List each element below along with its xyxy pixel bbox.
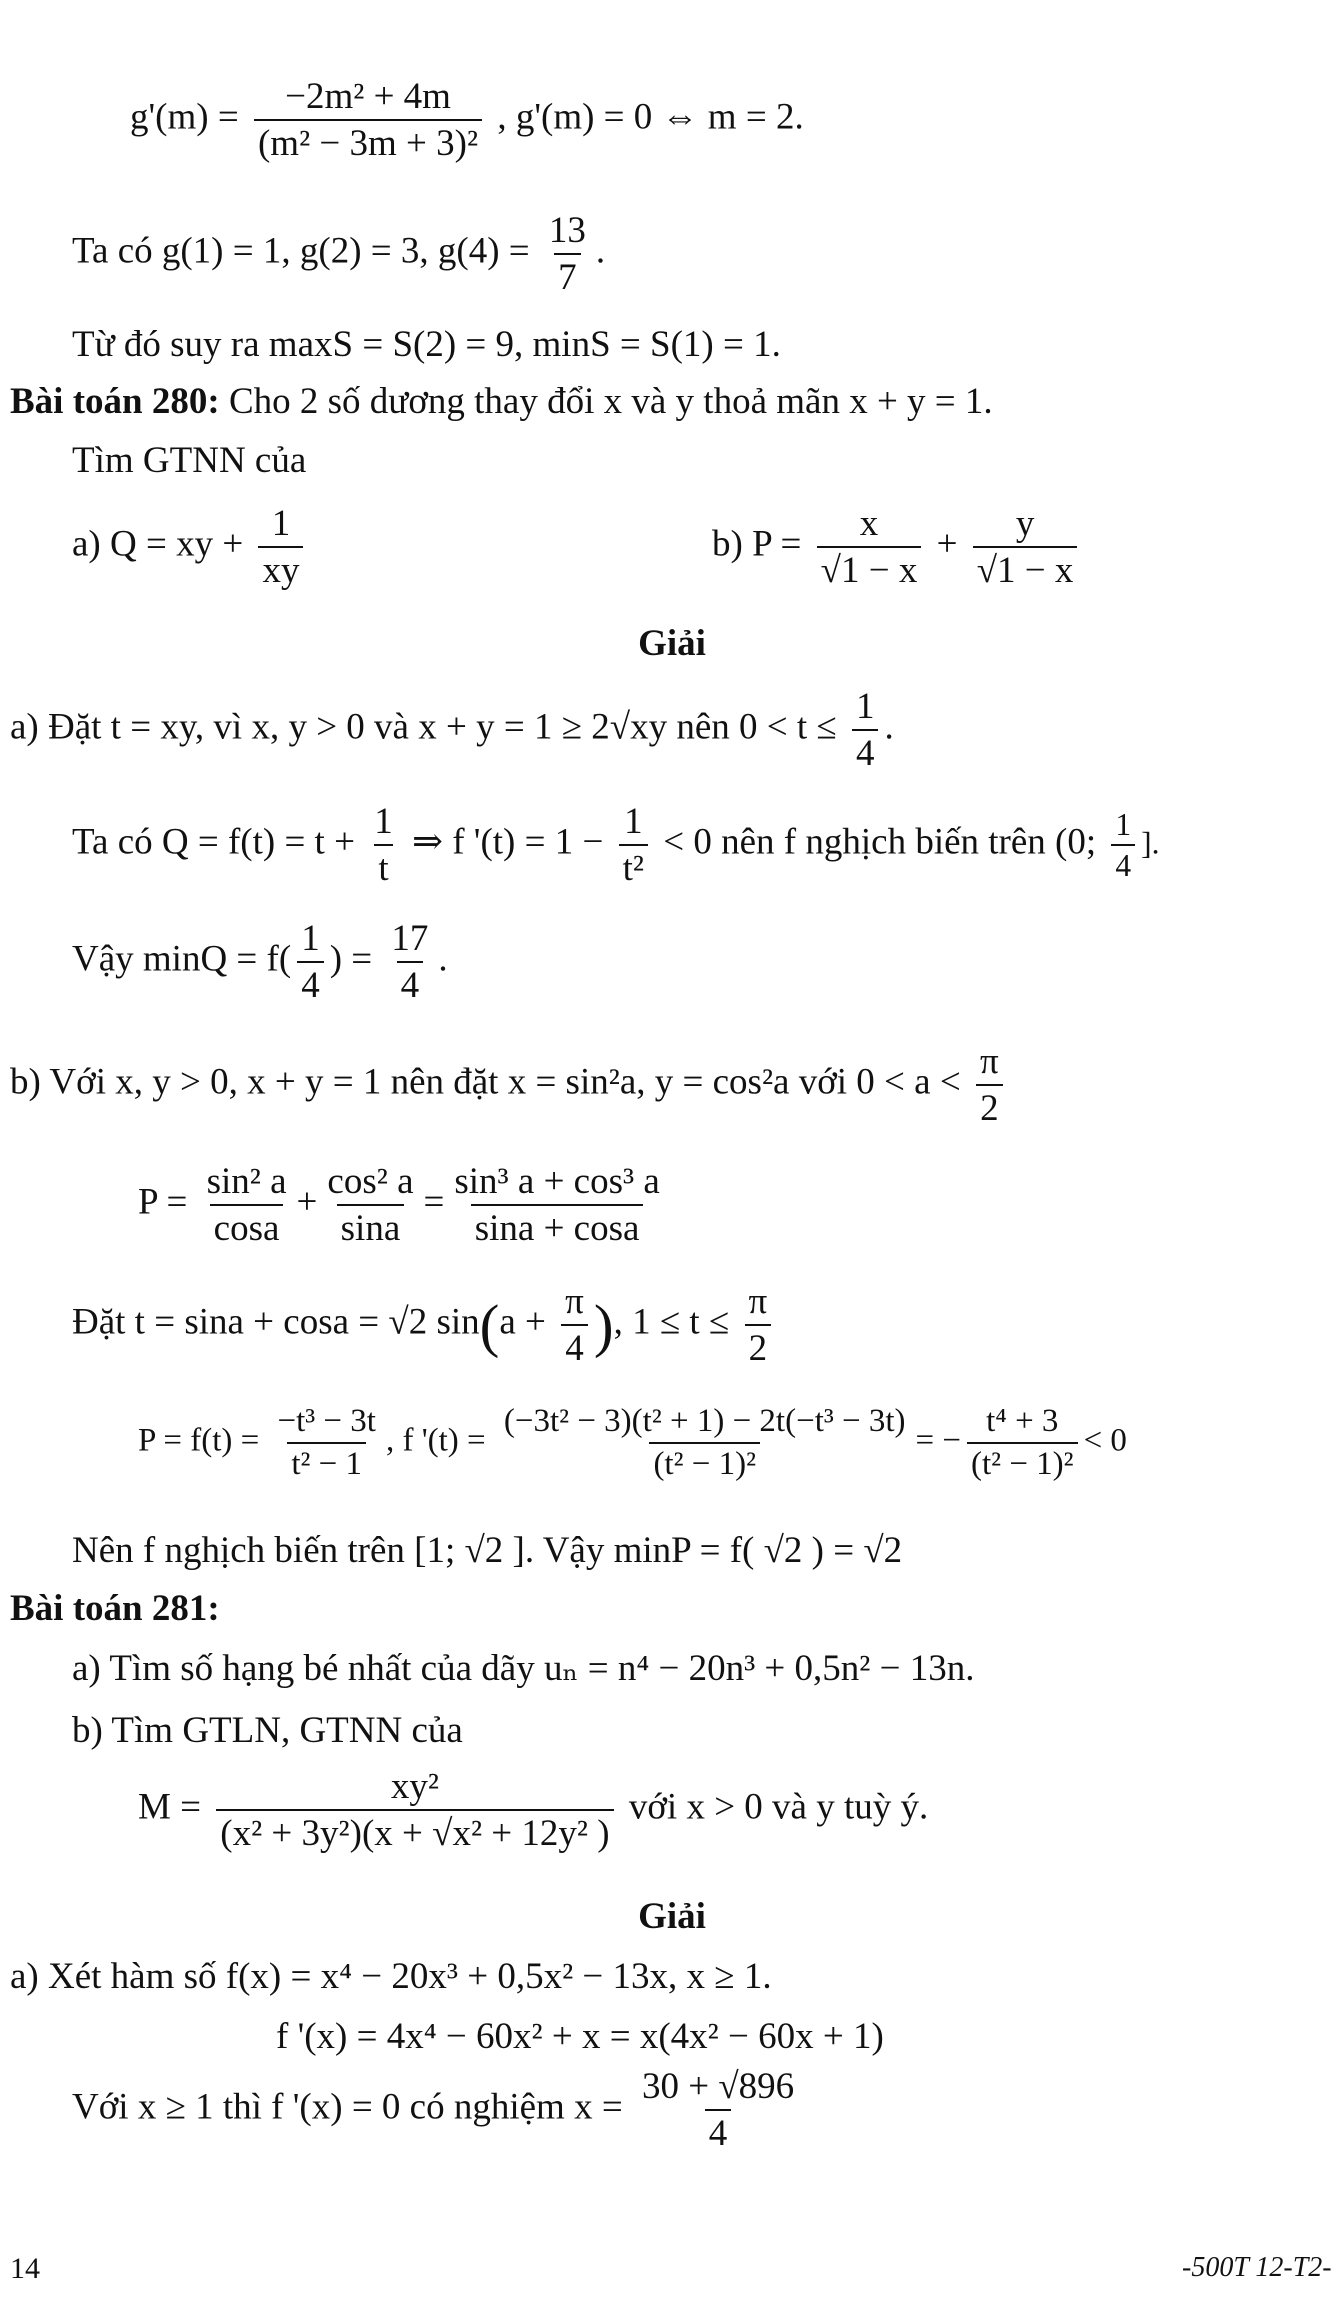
p-plus: +: [936, 523, 958, 565]
q-expression: [72, 505, 309, 589]
gprime-lhs: g'(m) =: [130, 96, 239, 138]
sol-a-line-1-text: a) Đặt t = xy, vì x, y > 0 và x + y = 1 ≥ 2√xy nên 0 < t ≤: [10, 706, 837, 748]
sol-b-line-2-den-2: sina: [337, 1204, 405, 1247]
problem-281-b: b) Tìm GTLN, GTNN của: [72, 1710, 463, 1751]
sol-b-line-4-eq: = −: [915, 1422, 962, 1459]
sol-b-line-2-frac-2: [323, 1163, 417, 1247]
sol-b-line-2-frac-3: [450, 1163, 663, 1247]
sol-b-line-4-num-3: t⁴ + 3: [986, 1403, 1059, 1439]
gprime-den: (m² − 3m + 3)²: [254, 119, 482, 162]
sol-a-line-3-text: Vậy minQ = f(: [72, 938, 292, 980]
sol-b-line-1-num: π: [979, 1041, 999, 1082]
m-den: (x² + 3y²)(x + √x² + 12y² ): [216, 1809, 613, 1852]
sol-b-line-4: [138, 1405, 1127, 1481]
sol-b-line-2-p: P =: [138, 1181, 188, 1223]
sol-b-line-1-text: b) Với x, y > 0, x + y = 1 nên đặt x = sin²a, y = cos²a với 0 < a <: [10, 1061, 961, 1103]
sol-b-line-2-frac-1: [203, 1163, 291, 1247]
sol-a-line-2-num-3: 1: [1115, 806, 1132, 842]
sol-b-line-1-fraction: [976, 1043, 1003, 1127]
sol-a-line-2-frac-1: [370, 803, 397, 887]
sol-a-line-3: Vậy minQ = f( $\frac{1}{4}$ ) = $\frac{17}{4}$ .: [72, 918, 448, 1006]
sol-b-line-3-inner-den: 4: [561, 1324, 588, 1367]
problem-280-text: Cho 2 số dương thay đổi x và y thoả mãn x + y = 1.: [228, 381, 993, 422]
sol-a-line-3-num-2: 17: [391, 918, 429, 959]
sol-a-line-1-fraction: [852, 688, 879, 772]
sol-a-line-2-den-1: t: [374, 844, 392, 887]
m-num: xy²: [390, 1766, 439, 1807]
sol-a-line-3-num-1: 1: [301, 918, 320, 959]
ta-co-g-text: Ta có g(1) = 1, g(2) = 3, g(4) =: [72, 230, 530, 272]
p-fraction-1: [817, 505, 922, 589]
tu-do-line: Từ đó suy ra maxS = S(2) = 9, minS = S(1) = 1.: [72, 324, 781, 365]
giai-heading-2: Giải: [638, 1896, 706, 1937]
sol-b-line-4-frac-1: [274, 1405, 380, 1481]
sol-a-line-2-frac-2: [619, 803, 648, 887]
problem-281-a: a) Tìm số hạng bé nhất của dãy uₙ = n⁴ − 20n³ + 0,5n² − 13n.: [72, 1648, 975, 1689]
sol-b-line-3-text: Đặt t = sina + cosa = √2 sin: [72, 1301, 480, 1343]
sol-b-line-4-den-1: t² − 1: [287, 1442, 366, 1481]
m-expression: [138, 1768, 928, 1852]
sol-b-line-4-frac-2: [500, 1405, 910, 1481]
gprime-fraction: [254, 78, 482, 162]
p-num-1: x: [859, 503, 879, 544]
sol-a-line-1-num: 1: [855, 686, 875, 727]
sol-b-line-2: P = $\frac{\text{sin² a}}{\cos a}$ + $\frac{\text{cos² a}}{\sin a}$ = $\frac{\text{sin³ a + cos³ a}}{\sin a + \cos a}$: [138, 1163, 670, 1247]
sol-a-line-2-text: Ta có Q = f(t) = t +: [72, 821, 355, 863]
ta-co-g-line: Ta có g(1) = 1, g(2) = 3, g(4) = $\frac{13}{7}$ .: [72, 210, 606, 298]
ta-co-g-fraction: [545, 212, 590, 296]
sol-a-line-2-num-2: 1: [624, 801, 643, 842]
p-den-1: √1 − x: [817, 546, 922, 589]
m-lhs: M =: [138, 1786, 202, 1828]
left-paren: (: [479, 1292, 500, 1359]
sol-b-line-1-den: 2: [976, 1084, 1003, 1127]
sol-281-a-line-3-frac: [638, 2068, 798, 2152]
m-fraction: [216, 1768, 613, 1852]
sol-b-line-2-num-2: cos² a: [327, 1161, 414, 1202]
sol-b-line-3-inner: a +: [499, 1301, 546, 1343]
sol-a-line-2-num-1: 1: [374, 801, 393, 842]
sol-281-a-line-3-den: 4: [705, 2109, 732, 2152]
sol-a-line-3-mid: ) =: [329, 938, 373, 980]
footer-code: -500T 12-T2-: [1182, 2252, 1332, 2283]
m-tail: với x > 0 và y tuỳ ý.: [628, 1786, 929, 1828]
q-num: 1: [271, 503, 291, 544]
p-expression: [712, 505, 1083, 589]
problem-280-title: Bài toán 280:: [10, 381, 220, 422]
sol-b-line-3-inner-frac: [561, 1283, 588, 1367]
sol-b-line-3: [72, 1283, 777, 1367]
q-label: a) Q = xy +: [72, 523, 244, 565]
gprime-num: −2m² + 4m: [285, 76, 451, 117]
sol-a-line-2-tail: < 0 nên f nghịch biến trên (0;: [663, 821, 1097, 863]
sol-b-line-4-num-1: −t³ − 3t: [277, 1403, 376, 1439]
p-fraction-2: [973, 505, 1078, 589]
sol-b-line-1: [10, 1043, 1009, 1127]
gprime-rhs: , g'(m) = 0 ⇔ m = 2.: [497, 96, 804, 138]
sol-b-line-4-den-2: (t² − 1)²: [649, 1442, 760, 1481]
sol-b-line-4-mid: , f '(t) =: [385, 1422, 486, 1459]
sol-b-line-3-tail: , 1 ≤ t ≤: [613, 1301, 730, 1343]
gprime-line: [130, 78, 804, 162]
sol-b-line-3-num: π: [748, 1281, 768, 1322]
page-number: 14: [10, 2252, 40, 2285]
sol-a-line-1-den: 4: [852, 729, 879, 772]
q-fraction: [258, 505, 303, 589]
sol-b-line-4-p: P = f(t) =: [138, 1422, 260, 1459]
sol-281-a-line-3-num: 30 + √896: [641, 2066, 795, 2107]
sol-b-line-4-den-3: (t² − 1)²: [967, 1442, 1078, 1481]
sol-281-a-line-3-text: Với x ≥ 1 thì f '(x) = 0 có nghiệm x =: [72, 2086, 623, 2128]
sol-281-a-line-2: f '(x) = 4x⁴ − 60x² + x = x(4x² − 60x + 1): [276, 2016, 884, 2057]
sol-281-a-line-1: a) Xét hàm số f(x) = x⁴ − 20x³ + 0,5x² − 13x, x ≥ 1.: [10, 1956, 772, 1997]
sol-b-line-2-den-3: sina + cosa: [471, 1204, 644, 1247]
sol-b-line-2-num-1: sin² a: [206, 1161, 287, 1202]
p-den-2: √1 − x: [973, 546, 1078, 589]
sol-a-line-2-den-3: 4: [1111, 844, 1135, 881]
sol-b-line-3-inner-num: π: [565, 1281, 584, 1322]
giai-heading-1: Giải: [638, 623, 706, 664]
sol-b-line-2-num-3: sin³ a + cos³ a: [454, 1161, 660, 1202]
sol-a-line-3-frac-2: [387, 920, 432, 1004]
sol-a-line-2-end: ].: [1141, 825, 1160, 861]
sol-b-line-4-end: < 0: [1083, 1422, 1127, 1459]
p-label: b) P =: [712, 523, 802, 565]
sol-a-line-2-mid: ⇒ f '(t) = 1 −: [411, 821, 604, 863]
sol-b-line-3-den: 2: [745, 1324, 772, 1367]
ta-co-g-den: 7: [554, 253, 581, 296]
sol-a-line-3-den-2: 4: [397, 961, 424, 1004]
sol-a-line-2-den-2: t²: [619, 844, 648, 887]
sol-b-line-3-frac: [744, 1283, 771, 1367]
sol-a-line-3-frac-1: [297, 920, 324, 1004]
problem-280: [10, 383, 993, 420]
sol-a-line-3-den-1: 4: [297, 961, 324, 1004]
ta-co-g-num: 13: [548, 210, 586, 251]
q-den: xy: [258, 546, 303, 589]
sol-b-line-2-den-1: cosa: [210, 1204, 284, 1247]
right-paren: ): [593, 1292, 614, 1359]
sol-a-line-2: [72, 803, 1159, 887]
sol-281-a-line-3: [72, 2068, 804, 2152]
sol-a-line-1: a) Đặt t = xy, vì x, y > 0 và x + y = 1 ≥ 2√xy nên 0 < t ≤ $\frac{1}{4}$ .: [10, 686, 894, 774]
p-num-2: y: [1015, 503, 1035, 544]
problem-281-title: Bài toán 281:: [10, 1588, 220, 1629]
sol-b-line-5: Nên f nghịch biến trên [1; √2 ]. Vậy minP = f( √2 ) = √2: [72, 1530, 903, 1571]
sol-a-line-2-frac-3: [1111, 806, 1135, 883]
sol-b-line-4-num-2: (−3t² − 3)(t² + 1) − 2t(−t³ − 3t): [503, 1403, 906, 1439]
sol-b-line-4-frac-3: [967, 1405, 1078, 1481]
tim-gtnn: Tìm GTNN của: [72, 440, 307, 481]
